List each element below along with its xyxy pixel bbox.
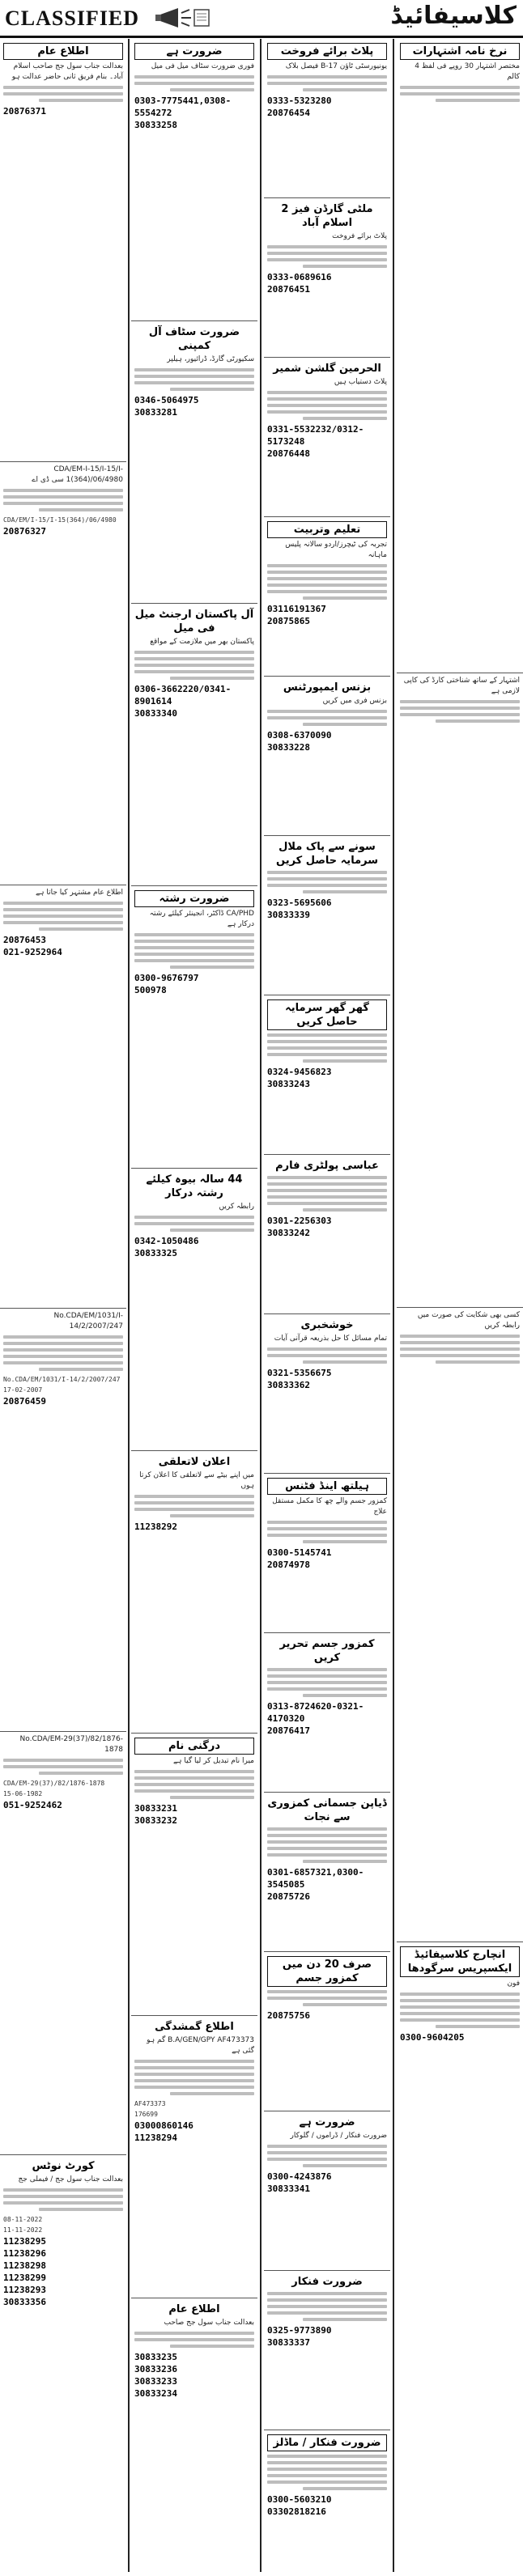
ad-text: میں اپنے بیٹے سے لاتعلقی کا اعلان کرتا ہوں <box>139 1471 254 1490</box>
ad-phone-number: 20876451 <box>267 284 310 295</box>
classified-ad <box>264 1474 390 1633</box>
ad-reference-number: AF473373 <box>134 2100 166 2107</box>
ad-heading: ضرورت سٹاف آل کمپنی <box>148 326 240 352</box>
classified-ad <box>264 677 390 836</box>
ad-heading: ضرورت ہے <box>134 43 254 60</box>
classified-ad <box>264 517 390 677</box>
classified-ad <box>0 2155 126 2572</box>
ad-heading: درگنی نام <box>134 1738 254 1755</box>
ad-phone-number: 30833362 <box>267 1380 310 1390</box>
ad-heading: انچارج کلاسیفائیڈ ایکسپریس سرگودھا <box>400 1946 520 1977</box>
page-header <box>0 0 523 38</box>
ad-text: فوری ضرورت سٹاف میل فی میل <box>151 62 254 70</box>
ad-phone-number: 0331-5532232/0312-5173248 <box>267 424 364 447</box>
ad-body-lines <box>134 1216 254 1232</box>
ad-phone-number: 20875726 <box>267 1891 310 1902</box>
ad-text: CA/PHD ڈاکٹر، انجینئر کیلئے رشتہ درکار ہے <box>149 910 254 928</box>
ad-phone-number: 0301-6857321,0300-3545085 <box>267 1867 364 1890</box>
ad-phone-number: 30833340 <box>134 708 177 719</box>
ad-body-lines <box>267 1668 387 1697</box>
ad-heading: تعلیم وتربیت <box>267 521 387 538</box>
ad-text: No.CDA/EM-29(37)/82/1876-1878 <box>19 1735 123 1754</box>
ad-phone-number: 30833281 <box>134 407 177 418</box>
ad-heading: آل پاکستان ارجنٹ میل فی میل <box>134 609 254 634</box>
ad-text: بزنس فری میں کریں <box>322 697 387 705</box>
ad-phone-number: 11238299 <box>3 2273 46 2283</box>
classified-ad <box>131 321 257 604</box>
ad-text: مختصر اشتہار 30 روپے فی لفظ 4 کالم <box>415 62 520 81</box>
ad-body-lines <box>400 1992 520 2028</box>
classified-ad <box>0 885 126 1309</box>
classified-ad <box>397 1308 523 1942</box>
ad-phone-number: 0323-5695606 <box>267 898 332 908</box>
ad-body-lines <box>134 1495 254 1517</box>
ad-body-lines <box>267 710 387 726</box>
ad-phone-number: 500978 <box>134 985 167 995</box>
ad-phone-number: 0306-3662220/0341-8901614 <box>134 684 232 707</box>
ad-body-lines <box>3 489 123 511</box>
ad-reference-number: 176699 <box>134 2111 158 2118</box>
ad-text: CDA/EM-I-15/I-15/I-1(364)/06/4980 سی ڈی اے <box>32 465 123 484</box>
ad-phone-number: 0300-9604205 <box>400 2032 465 2043</box>
ad-heading: 44 سالہ بیوہ کیلئے رشتہ درکار <box>146 1173 243 1199</box>
ad-phone-number: 021-9252964 <box>3 947 62 957</box>
ad-heading: ہیلتھ اینڈ فٹنس <box>267 1478 387 1495</box>
ad-heading: ملٹی گارڈن فیز 2 اسلام آباد <box>281 203 373 229</box>
ad-reference-number: CDA/EM-29(37)/82/1876-1878 <box>3 1780 105 1787</box>
ad-text: ضرورت فنکار / ڈراموں / گلوکار <box>290 2132 387 2140</box>
ad-body-lines <box>3 2188 123 2211</box>
ad-text: تمام مسائل کا حل بذریعہ قرآنی آیات <box>274 1335 387 1343</box>
ad-phone-number: 0346-5064975 <box>134 395 199 405</box>
ad-text: میرا نام تبدیل کر لیا گیا ہے <box>173 1757 254 1765</box>
ad-body-lines <box>134 368 254 391</box>
ad-heading: اطلاع عام <box>3 43 123 60</box>
ad-text: کمزور جسم والے چھ کا مکمل مستقل علاج <box>272 1497 387 1516</box>
ad-text: B.A/GEN/GPY AF473373 گم ہو گئی ہے <box>147 2036 254 2055</box>
ad-text: فون <box>507 1980 520 1988</box>
ad-phone-number: 30833337 <box>267 2337 310 2348</box>
ad-phone-number: 20876453 <box>3 935 46 945</box>
classified-ad <box>264 39 390 198</box>
classified-ad <box>264 1155 390 1314</box>
ad-body-lines <box>3 902 123 931</box>
ad-phone-number: 20876454 <box>267 108 310 118</box>
ad-heading: اطلاع گمشدگی <box>155 2021 234 2033</box>
ad-phone-number: 30833232 <box>134 1815 177 1826</box>
ad-body-lines <box>400 700 520 723</box>
ad-body-lines <box>400 1335 520 1364</box>
ad-phone-number: 20874978 <box>267 1560 310 1570</box>
classified-ad <box>397 1942 523 2572</box>
ad-heading: الحرمین گلشن شمیر <box>273 363 381 375</box>
ad-text: No.CDA/EM/1031/I-14/2/2007/247 <box>53 1312 123 1330</box>
ad-text: یونیورسٹی ٹاؤن B-17 فیصل بلاک <box>285 62 387 70</box>
ad-phone-number: 30833231 <box>134 1803 177 1814</box>
ad-body-lines <box>267 1521 387 1543</box>
ad-body-lines <box>134 2332 254 2348</box>
ad-text: سکیورٹی گارڈ، ڈرائیور، ہیلپر <box>167 355 254 363</box>
classified-ad <box>131 604 257 886</box>
ad-heading: ڈیاپن جسمانی کمزوری سے نجات <box>267 1797 387 1823</box>
ad-phone-number: 20875865 <box>267 616 310 626</box>
classified-ad <box>397 673 523 1308</box>
ad-phone-number: 0300-9676797 <box>134 973 199 983</box>
ad-heading: خوشخبری <box>300 1319 354 1331</box>
ad-phone-number: 11238296 <box>3 2248 46 2259</box>
classified-ad <box>0 1732 126 2155</box>
ad-phone-number: 0342-1050486 <box>134 1236 199 1246</box>
ad-body-lines <box>267 2145 387 2167</box>
ad-phone-number: 20876417 <box>267 1725 310 1736</box>
ad-heading: گھر گھر سرمایہ حاصل کریں <box>267 999 387 1030</box>
ad-heading: کمزور جسم تحریر کریں <box>279 1638 375 1664</box>
ad-reference-number: 15-06-1982 <box>3 1790 43 1797</box>
classified-ad <box>131 39 257 321</box>
ad-heading: صرف 20 دن میں کمزور جسم <box>267 1956 387 1987</box>
ad-heading: ضرورت فنکار / ماڈلز <box>267 2434 387 2451</box>
ad-phone-number: 30833339 <box>267 910 310 920</box>
ad-reference-number: CDA/EM/I-15/I-15(364)/06/4980 <box>3 516 117 524</box>
ad-phone-number: 30833235 <box>134 2352 177 2362</box>
classified-ad <box>264 836 390 995</box>
ad-text: رابطہ کریں <box>219 1203 254 1211</box>
ad-body-lines <box>267 564 387 600</box>
ad-phone-number: 30833242 <box>267 1228 310 1238</box>
ad-phone-number: 0300-4243876 <box>267 2171 332 2182</box>
ads-columns <box>0 39 523 2572</box>
ad-phone-number: 0333-0689616 <box>267 272 332 282</box>
ad-phone-number: 30833243 <box>267 1079 310 1089</box>
ad-phone-number: 051-9252462 <box>3 1800 62 1810</box>
classified-ad <box>264 2271 390 2430</box>
ad-phone-number: 0301-2256303 <box>267 1216 332 1226</box>
classified-ad <box>131 2298 257 2572</box>
ad-phone-number: 20876371 <box>3 106 46 117</box>
classified-ad <box>0 1309 126 1732</box>
ad-body-lines <box>267 1827 387 1863</box>
ad-text: بعدالت جناب سول جج صاحب <box>164 2319 254 2327</box>
ad-reference-number: 17-02-2007 <box>3 1386 43 1394</box>
ad-text: اطلاع عام مشتہر کیا جاتا ہے <box>35 889 123 897</box>
ad-text: کسی بھی شکایت کی صورت میں رابطہ کریں <box>417 1311 520 1330</box>
ad-heading: نرخ نامہ اشتہارات <box>400 43 520 60</box>
ad-body-lines <box>3 1759 123 1775</box>
ad-phone-number: 30833233 <box>134 2376 177 2387</box>
ad-phone-number: 30833325 <box>134 1248 177 1258</box>
ad-reference-number: 08-11-2022 <box>3 2216 43 2223</box>
ad-phone-number: 20876448 <box>267 448 310 459</box>
ad-text: پاکستان بھر میں ملازمت کے مواقع <box>150 638 254 646</box>
classified-ad <box>264 1633 390 1793</box>
ad-body-lines <box>267 1033 387 1063</box>
classified-ad <box>264 2111 390 2271</box>
ad-heading: ضرورت رشتہ <box>134 890 254 907</box>
classified-ad <box>264 1314 390 1474</box>
ad-phone-number: 20876327 <box>3 526 46 537</box>
ad-reference-number: 11-11-2022 <box>3 2226 43 2234</box>
ad-heading: اطلاع عام <box>168 2303 220 2315</box>
ad-heading: کورٹ نوٹس <box>32 2160 95 2172</box>
ad-phone-number: 30833234 <box>134 2388 177 2399</box>
ad-phone-number: 0325-9773890 <box>267 2325 332 2336</box>
ad-body-lines <box>134 933 254 969</box>
ad-text: اشتہار کے ساتھ شناختی کارڈ کی کاپی لازمی ہے <box>403 677 520 695</box>
classified-ad <box>264 995 390 1155</box>
ad-phone-number: 0303-7775441,0308-5554272 <box>134 95 232 118</box>
ad-phone-number: 20875756 <box>267 2010 310 2021</box>
ad-phone-number: 30833228 <box>267 742 310 753</box>
classified-ad <box>0 39 126 462</box>
ad-phone-number: 0300-5145741 <box>267 1547 332 1558</box>
ad-phone-number: 11238295 <box>3 2236 46 2247</box>
ad-body-lines <box>134 1770 254 1799</box>
ad-body-lines <box>267 2292 387 2321</box>
ad-text: پلاٹ برائے فروخت <box>332 232 387 240</box>
ad-body-lines <box>134 651 254 680</box>
ad-heading: پلاٹ برائے فروخت <box>267 43 387 60</box>
ad-body-lines <box>267 1347 387 1364</box>
ad-phone-number: 30833341 <box>267 2183 310 2194</box>
ad-body-lines <box>267 245 387 268</box>
ad-body-lines <box>400 86 520 102</box>
ad-phone-number: 20876459 <box>3 1396 46 1407</box>
classified-ad <box>131 1169 257 1451</box>
megaphone-icon <box>154 5 212 31</box>
ad-phone-number: 0321-5356675 <box>267 1368 332 1378</box>
ad-text: بعدالت جناب سول جج صاحب اسلام آباد۔ بنام فریق ثانی حاضر عدالت ہو <box>11 62 123 81</box>
ad-text: پلاٹ دستیاب ہیں <box>334 378 387 386</box>
ad-phone-number: 11238293 <box>3 2285 46 2295</box>
ad-text: بعدالت جناب سول جج / فیملی جج <box>18 2175 123 2183</box>
ad-phone-number: 0324-9456823 <box>267 1067 332 1077</box>
classified-ad <box>131 1734 257 2016</box>
ad-body-lines <box>134 75 254 91</box>
ad-phone-number: 30833258 <box>134 120 177 130</box>
classified-ad <box>397 39 523 673</box>
ad-phone-number: 30833356 <box>3 2297 46 2307</box>
ad-phone-number: 0333-5323280 <box>267 95 332 106</box>
ad-body-lines <box>3 1335 123 1371</box>
ad-reference-number: No.CDA/EM/1031/I-14/2/2007/247 <box>3 1376 121 1383</box>
classified-ad <box>131 886 257 1169</box>
classified-title-en: CLASSIFIED <box>5 6 140 30</box>
column-1 <box>0 39 126 2572</box>
ad-phone-number: 0313-8724620-0321-4170320 <box>267 1701 364 1724</box>
classified-ad <box>264 2430 390 2572</box>
ad-body-lines <box>134 2060 254 2095</box>
classified-title-ur: کلاسیفائیڈ <box>390 2 517 30</box>
ad-body-lines <box>3 86 123 102</box>
ad-heading: بزنس ایمپورٹنس <box>283 681 372 694</box>
ad-phone-number: 03000860146 <box>134 2120 193 2131</box>
ad-body-lines <box>267 1176 387 1212</box>
column-2 <box>131 39 257 2572</box>
ad-heading: ضرورت ہے <box>299 2116 355 2128</box>
ad-body-lines <box>267 2455 387 2490</box>
ad-heading: اعلان لاتعلقی <box>158 1456 231 1468</box>
ad-phone-number: 03302818216 <box>267 2506 326 2517</box>
ad-phone-number: 11238294 <box>134 2133 177 2143</box>
ad-body-lines <box>267 75 387 91</box>
classified-ad <box>0 462 126 885</box>
ad-text: تجربہ کی ٹیچرز/اردو سالانہ پلیس ماہانہ <box>285 541 387 559</box>
classified-ad <box>131 2016 257 2298</box>
ad-heading: عباسی پولٹری فارم <box>275 1160 379 1172</box>
classified-ad <box>264 358 390 517</box>
classified-ad <box>131 1451 257 1734</box>
ad-phone-number: 03116191367 <box>267 604 326 614</box>
classified-ad <box>264 198 390 358</box>
classified-ad <box>264 1952 390 2111</box>
ad-phone-number: 30833236 <box>134 2364 177 2374</box>
column-4 <box>397 39 523 2572</box>
ad-phone-number: 11238292 <box>134 1521 177 1532</box>
ad-phone-number: 0300-5603210 <box>267 2494 332 2505</box>
classified-ad <box>264 1793 390 1952</box>
ad-phone-number: 0308-6370090 <box>267 730 332 741</box>
ad-heading: ضرورت فنکار <box>291 2276 363 2288</box>
column-3 <box>264 39 390 2572</box>
ad-heading: سونے سے پاک ملال سرمایہ حاصل کریں <box>276 841 378 867</box>
ad-body-lines <box>267 871 387 893</box>
ad-body-lines <box>267 1990 387 2006</box>
ad-phone-number: 11238298 <box>3 2260 46 2271</box>
ad-body-lines <box>267 391 387 420</box>
